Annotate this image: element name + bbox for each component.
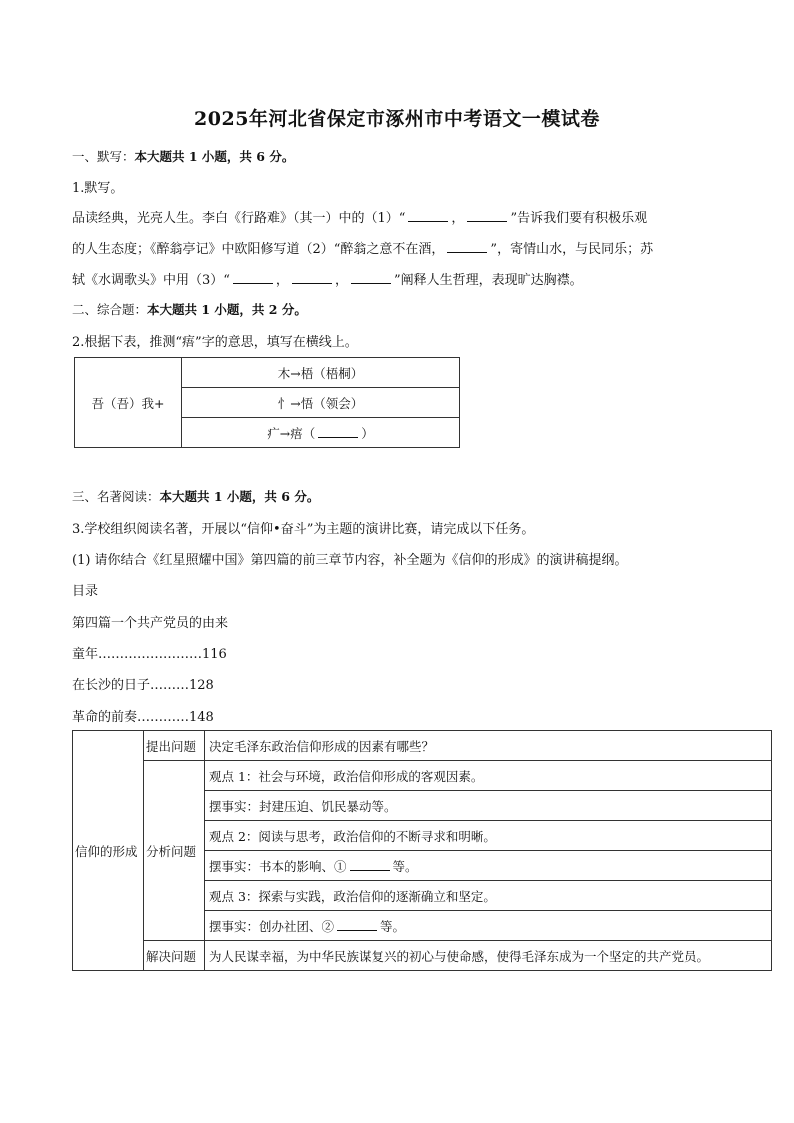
answer-blank[interactable] [337,918,377,931]
answer-blank[interactable] [318,425,358,438]
section-heading-2: 二、综合题：本大题共 1 小题，共 2 分。 [72,302,307,317]
answer-blank[interactable] [292,271,332,284]
outline-text: 观点 2：阅读与思考，政治信仰的不断寻求和明晰。 [205,821,772,851]
toc-item: 革命的前奏…………148 [72,710,214,725]
outline-text: 摆事实：封建压迫、饥民暴动等。 [205,791,772,821]
outline-table [72,730,772,971]
answer-blank[interactable] [447,240,487,253]
section-heading-1: 一、默写：本大题共 1 小题，共 6 分。 [72,149,295,164]
outline-text: 观点 3：探索与实践，政治信仰的逐渐确立和坚定。 [205,881,772,911]
outline-label: 解决问题 [144,941,205,971]
toc-item: 童年……………………116 [72,647,227,662]
question-1-line-3: 轼《水调歌头》中用（3）“ ， ， ”阐释人生哲理，表现旷达胸襟。 [72,273,583,288]
outline-text: 摆事实：创办社团、② 等。 [205,911,772,941]
outline-label: 分析问题 [144,761,205,941]
answer-blank[interactable] [351,271,391,284]
outline-text: 摆事实：书本的影响、① 等。 [205,851,772,881]
character-table [74,357,460,448]
outline-text: 观点 1：社会与环境，政治信仰形成的客观因素。 [205,761,772,791]
question-3-stem: 3.学校组织阅读名著，开展以“信仰•奋斗”为主题的演讲比赛，请完成以下任务。 [72,522,535,537]
answer-blank[interactable] [350,858,390,871]
table-row: 忄→悟（领会） [182,388,460,418]
outline-topic-cell: 信仰的形成 [73,731,144,971]
answer-blank[interactable] [408,209,448,222]
question-1-line-2: 的人生态度；《醉翁亭记》中欧阳修写道（2）“醉翁之意不在酒， ”，寄情山水，与民同乐；苏 [72,242,654,257]
question-3-sub-1: (1) 请你结合《红星照耀中国》第四篇的前三章节内容，补全题为《信仰的形成》的演讲稿提纲。 [72,553,628,568]
outline-label: 提出问题 [144,731,205,761]
table-row: 疒→痦（ ） [182,418,460,448]
outline-text: 决定毛泽东政治信仰形成的因素有哪些？ [205,731,772,761]
toc-item: 第四篇一个共产党员的由来 [72,616,229,631]
table-left-cell: 吾（吾）我+ [75,358,182,448]
outline-text: 为人民谋幸福，为中华民族谋复兴的初心与使命感，使得毛泽东成为一个坚定的共产党员。 [205,941,772,971]
question-1-line-1: 品读经典，光亮人生。李白《行路难》（其一）中的（1）“ ， ”告诉我们要有积极乐观 [72,211,648,226]
question-2-stem: 2.根据下表，推测“痦”字的意思，填写在横线上。 [72,335,358,350]
page-title: 2025年河北省保定市涿州市中考语文一模试卷 [194,108,600,130]
toc-item: 在长沙的日子………128 [72,678,214,693]
table-row: 木→梧（梧桐） [182,358,460,388]
question-1-stem: 1.默写。 [72,181,124,196]
answer-blank[interactable] [467,209,507,222]
toc-heading: 目录 [72,584,99,599]
section-heading-3: 三、名著阅读：本大题共 1 小题，共 6 分。 [72,489,320,504]
answer-blank[interactable] [233,271,273,284]
